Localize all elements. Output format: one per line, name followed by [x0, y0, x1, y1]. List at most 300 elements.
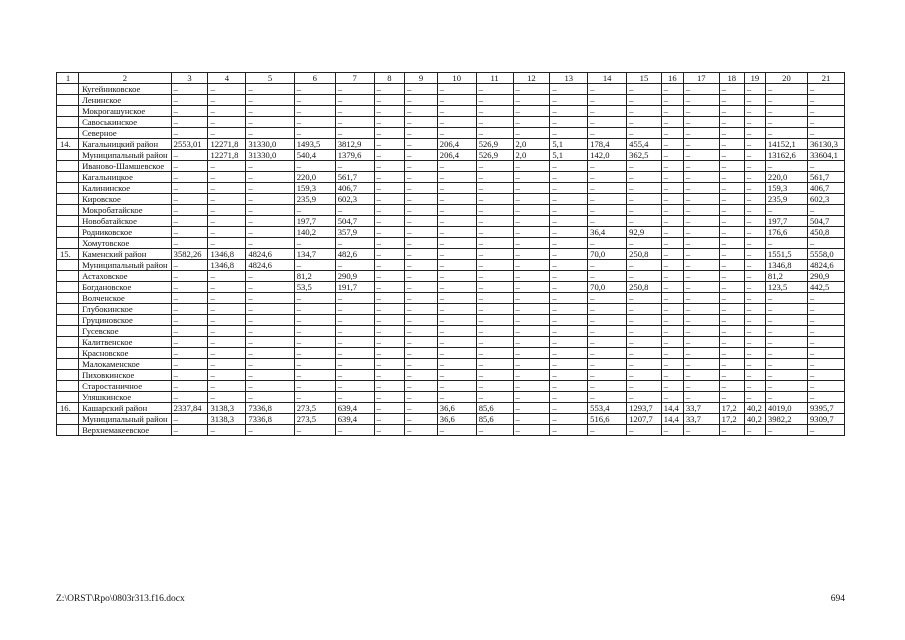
territory-name: Малокаменское: [79, 359, 172, 370]
value-cell: –: [744, 238, 765, 249]
value-cell: –: [171, 348, 208, 359]
territory-name: Груциновское: [79, 315, 172, 326]
value-cell: –: [550, 117, 588, 128]
value-cell: –: [335, 315, 374, 326]
value-cell: –: [513, 84, 550, 95]
value-cell: –: [476, 106, 513, 117]
value-cell: –: [476, 425, 513, 436]
value-cell: –: [246, 304, 294, 315]
column-number: 9: [405, 73, 438, 84]
value-cell: –: [171, 150, 208, 161]
row-number: [57, 326, 79, 337]
value-cell: –: [550, 194, 588, 205]
value-cell: –: [476, 315, 513, 326]
value-cell: –: [627, 194, 662, 205]
value-cell: –: [476, 282, 513, 293]
value-cell: –: [294, 348, 335, 359]
value-cell: –: [405, 326, 438, 337]
value-cell: 197,7: [765, 216, 807, 227]
value-cell: –: [683, 139, 719, 150]
value-cell: –: [765, 128, 807, 139]
value-cell: 33,7: [683, 414, 719, 425]
value-cell: 516,6: [588, 414, 627, 425]
value-cell: –: [683, 326, 719, 337]
value-cell: –: [208, 183, 246, 194]
value-cell: –: [513, 392, 550, 403]
value-cell: –: [437, 425, 476, 436]
territory-name: Кагальницкий район: [79, 139, 172, 150]
territory-name: Иваново-Шамшевское: [79, 161, 172, 172]
value-cell: –: [807, 117, 844, 128]
value-cell: 36,6: [437, 414, 476, 425]
value-cell: –: [405, 260, 438, 271]
value-cell: –: [476, 348, 513, 359]
territory-name: Верхнемакеевское: [79, 425, 172, 436]
value-cell: –: [683, 260, 719, 271]
value-cell: –: [661, 172, 683, 183]
table-row: [57, 106, 845, 117]
value-cell: –: [374, 227, 405, 238]
territory-name: Мокробатайское: [79, 205, 172, 216]
row-number: [57, 304, 79, 315]
table-row: [57, 117, 845, 128]
value-cell: –: [246, 84, 294, 95]
value-cell: –: [765, 381, 807, 392]
value-cell: –: [765, 370, 807, 381]
value-cell: –: [719, 117, 744, 128]
value-cell: –: [719, 381, 744, 392]
value-cell: –: [744, 194, 765, 205]
column-number: 13: [550, 73, 588, 84]
row-number: [57, 106, 79, 117]
value-cell: –: [476, 227, 513, 238]
value-cell: –: [719, 315, 744, 326]
value-cell: –: [374, 249, 405, 260]
value-cell: 455,4: [627, 139, 662, 150]
value-cell: –: [719, 205, 744, 216]
value-cell: –: [437, 194, 476, 205]
value-cell: –: [719, 260, 744, 271]
value-cell: 1293,7: [627, 403, 662, 414]
value-cell: –: [683, 282, 719, 293]
value-cell: –: [661, 161, 683, 172]
value-cell: 4019,0: [765, 403, 807, 414]
table-row: [57, 238, 845, 249]
value-cell: 81,2: [765, 271, 807, 282]
column-number: 4: [208, 73, 246, 84]
value-cell: 3582,26: [171, 249, 208, 260]
value-cell: –: [683, 150, 719, 161]
value-cell: 2553,01: [171, 139, 208, 150]
value-cell: –: [661, 117, 683, 128]
row-number: [57, 227, 79, 238]
value-cell: 36130,3: [807, 139, 844, 150]
value-cell: –: [550, 227, 588, 238]
row-number: [57, 425, 79, 436]
value-cell: –: [335, 304, 374, 315]
row-number: 14.: [57, 139, 79, 150]
value-cell: –: [374, 128, 405, 139]
row-number: [57, 260, 79, 271]
value-cell: –: [588, 238, 627, 249]
row-number: [57, 150, 79, 161]
value-cell: –: [744, 293, 765, 304]
value-cell: –: [246, 205, 294, 216]
value-cell: –: [246, 381, 294, 392]
value-cell: –: [627, 260, 662, 271]
value-cell: –: [807, 95, 844, 106]
value-cell: –: [294, 205, 335, 216]
value-cell: –: [550, 370, 588, 381]
value-cell: –: [335, 326, 374, 337]
value-cell: 31330,0: [246, 150, 294, 161]
value-cell: –: [627, 172, 662, 183]
value-cell: –: [513, 95, 550, 106]
value-cell: –: [208, 381, 246, 392]
value-cell: –: [208, 304, 246, 315]
value-cell: –: [765, 425, 807, 436]
value-cell: –: [335, 161, 374, 172]
value-cell: –: [208, 161, 246, 172]
value-cell: 53,5: [294, 282, 335, 293]
value-cell: –: [405, 139, 438, 150]
value-cell: –: [513, 359, 550, 370]
value-cell: –: [374, 238, 405, 249]
value-cell: –: [294, 260, 335, 271]
value-cell: –: [246, 359, 294, 370]
value-cell: 482,6: [335, 249, 374, 260]
territory-name: Глубокинское: [79, 304, 172, 315]
value-cell: –: [550, 84, 588, 95]
territory-name: Кашарский район: [79, 403, 172, 414]
territory-name: Новобатайское: [79, 216, 172, 227]
table-row: [57, 271, 845, 282]
value-cell: –: [437, 172, 476, 183]
value-cell: –: [744, 172, 765, 183]
value-cell: –: [171, 128, 208, 139]
value-cell: –: [374, 183, 405, 194]
value-cell: –: [627, 205, 662, 216]
value-cell: –: [476, 260, 513, 271]
value-cell: –: [719, 106, 744, 117]
table-row: [57, 227, 845, 238]
row-number: [57, 194, 79, 205]
value-cell: –: [765, 205, 807, 216]
value-cell: –: [335, 128, 374, 139]
value-cell: –: [208, 425, 246, 436]
value-cell: –: [627, 117, 662, 128]
value-cell: –: [744, 381, 765, 392]
value-cell: –: [437, 293, 476, 304]
value-cell: –: [661, 348, 683, 359]
value-cell: –: [719, 194, 744, 205]
value-cell: –: [208, 95, 246, 106]
row-number: [57, 337, 79, 348]
value-cell: –: [405, 128, 438, 139]
value-cell: –: [335, 425, 374, 436]
territory-name: Уляшкинское: [79, 392, 172, 403]
table-row: [57, 95, 845, 106]
value-cell: –: [588, 128, 627, 139]
value-cell: –: [661, 381, 683, 392]
value-cell: –: [661, 238, 683, 249]
value-cell: –: [208, 282, 246, 293]
value-cell: –: [437, 227, 476, 238]
value-cell: –: [550, 205, 588, 216]
value-cell: –: [588, 161, 627, 172]
value-cell: –: [683, 183, 719, 194]
value-cell: –: [807, 392, 844, 403]
value-cell: –: [744, 348, 765, 359]
value-cell: –: [171, 260, 208, 271]
value-cell: 235,9: [294, 194, 335, 205]
value-cell: –: [335, 392, 374, 403]
row-number: [57, 392, 79, 403]
value-cell: –: [765, 117, 807, 128]
value-cell: –: [807, 128, 844, 139]
value-cell: –: [550, 161, 588, 172]
value-cell: –: [807, 315, 844, 326]
value-cell: –: [588, 315, 627, 326]
value-cell: –: [437, 161, 476, 172]
value-cell: –: [513, 216, 550, 227]
value-cell: –: [246, 271, 294, 282]
row-number: [57, 216, 79, 227]
value-cell: –: [807, 84, 844, 95]
value-cell: –: [550, 95, 588, 106]
value-cell: –: [208, 205, 246, 216]
value-cell: –: [683, 128, 719, 139]
value-cell: 235,9: [765, 194, 807, 205]
value-cell: –: [405, 216, 438, 227]
value-cell: –: [513, 381, 550, 392]
value-cell: –: [374, 370, 405, 381]
value-cell: –: [661, 216, 683, 227]
value-cell: –: [744, 95, 765, 106]
value-cell: –: [719, 249, 744, 260]
value-cell: –: [550, 304, 588, 315]
value-cell: –: [683, 293, 719, 304]
value-cell: –: [208, 271, 246, 282]
territory-name: Богдановское: [79, 282, 172, 293]
value-cell: –: [513, 205, 550, 216]
value-cell: –: [744, 315, 765, 326]
value-cell: –: [627, 425, 662, 436]
column-number: 7: [335, 73, 374, 84]
value-cell: –: [246, 194, 294, 205]
value-cell: 553,4: [588, 403, 627, 414]
value-cell: –: [374, 205, 405, 216]
value-cell: –: [437, 370, 476, 381]
value-cell: –: [661, 128, 683, 139]
value-cell: –: [294, 161, 335, 172]
value-cell: –: [588, 293, 627, 304]
value-cell: –: [683, 337, 719, 348]
value-cell: –: [437, 238, 476, 249]
table-row: [57, 370, 845, 381]
value-cell: –: [765, 84, 807, 95]
value-cell: 3812,9: [335, 139, 374, 150]
value-cell: –: [550, 106, 588, 117]
value-cell: 206,4: [437, 139, 476, 150]
value-cell: –: [335, 95, 374, 106]
value-cell: –: [374, 381, 405, 392]
table-row: [57, 337, 845, 348]
value-cell: 2,0: [513, 139, 550, 150]
value-cell: –: [807, 106, 844, 117]
value-cell: –: [588, 95, 627, 106]
value-cell: –: [405, 117, 438, 128]
value-cell: –: [294, 304, 335, 315]
value-cell: –: [807, 326, 844, 337]
value-cell: –: [588, 106, 627, 117]
value-cell: –: [294, 359, 335, 370]
value-cell: –: [171, 337, 208, 348]
value-cell: –: [627, 304, 662, 315]
value-cell: –: [744, 326, 765, 337]
value-cell: –: [294, 326, 335, 337]
value-cell: –: [744, 205, 765, 216]
column-number: 2: [79, 73, 172, 84]
value-cell: 178,4: [588, 139, 627, 150]
value-cell: –: [744, 139, 765, 150]
value-cell: –: [661, 205, 683, 216]
value-cell: –: [246, 326, 294, 337]
value-cell: –: [765, 337, 807, 348]
table-row: [57, 392, 845, 403]
value-cell: –: [513, 282, 550, 293]
value-cell: –: [437, 282, 476, 293]
value-cell: –: [171, 271, 208, 282]
value-cell: –: [437, 95, 476, 106]
value-cell: 357,9: [335, 227, 374, 238]
value-cell: –: [765, 238, 807, 249]
value-cell: 5558,0: [807, 249, 844, 260]
value-cell: –: [374, 293, 405, 304]
value-cell: –: [294, 381, 335, 392]
value-cell: –: [627, 161, 662, 172]
value-cell: –: [476, 381, 513, 392]
value-cell: 561,7: [807, 172, 844, 183]
value-cell: –: [588, 304, 627, 315]
value-cell: –: [807, 238, 844, 249]
value-cell: –: [374, 271, 405, 282]
value-cell: –: [405, 392, 438, 403]
value-cell: 14,4: [661, 403, 683, 414]
value-cell: –: [405, 293, 438, 304]
value-cell: –: [171, 194, 208, 205]
value-cell: 450,8: [807, 227, 844, 238]
value-cell: 4824,6: [246, 260, 294, 271]
value-cell: 1346,8: [765, 260, 807, 271]
value-cell: –: [437, 183, 476, 194]
table-row: [57, 326, 845, 337]
value-cell: –: [335, 381, 374, 392]
value-cell: –: [765, 95, 807, 106]
value-cell: –: [719, 183, 744, 194]
value-cell: 36,4: [588, 227, 627, 238]
value-cell: –: [719, 95, 744, 106]
value-cell: –: [294, 117, 335, 128]
territory-name: Калининское: [79, 183, 172, 194]
value-cell: –: [246, 161, 294, 172]
row-number: [57, 238, 79, 249]
value-cell: –: [246, 117, 294, 128]
value-cell: –: [627, 348, 662, 359]
value-cell: 1493,5: [294, 139, 335, 150]
row-number: 16.: [57, 403, 79, 414]
table-row: [57, 249, 845, 260]
value-cell: –: [550, 381, 588, 392]
row-number: [57, 128, 79, 139]
value-cell: 9395,7: [807, 403, 844, 414]
value-cell: –: [513, 161, 550, 172]
value-cell: 504,7: [807, 216, 844, 227]
value-cell: –: [374, 194, 405, 205]
value-cell: –: [627, 128, 662, 139]
value-cell: –: [208, 172, 246, 183]
value-cell: –: [807, 304, 844, 315]
value-cell: –: [335, 359, 374, 370]
value-cell: –: [208, 194, 246, 205]
value-cell: 40,2: [744, 414, 765, 425]
value-cell: –: [550, 271, 588, 282]
value-cell: 1379,6: [335, 150, 374, 161]
value-cell: –: [550, 293, 588, 304]
value-cell: –: [437, 216, 476, 227]
value-cell: –: [171, 106, 208, 117]
value-cell: –: [550, 425, 588, 436]
value-cell: –: [550, 249, 588, 260]
value-cell: –: [246, 95, 294, 106]
value-cell: –: [744, 249, 765, 260]
value-cell: –: [744, 84, 765, 95]
value-cell: 36,6: [437, 403, 476, 414]
value-cell: –: [437, 128, 476, 139]
value-cell: –: [294, 392, 335, 403]
column-number: 19: [744, 73, 765, 84]
column-number: 11: [476, 73, 513, 84]
value-cell: –: [744, 282, 765, 293]
value-cell: –: [719, 282, 744, 293]
value-cell: –: [476, 326, 513, 337]
value-cell: 290,9: [335, 271, 374, 282]
value-cell: –: [807, 348, 844, 359]
value-cell: –: [171, 95, 208, 106]
value-cell: –: [171, 161, 208, 172]
value-cell: –: [437, 106, 476, 117]
value-cell: –: [405, 106, 438, 117]
value-cell: –: [246, 425, 294, 436]
value-cell: –: [661, 282, 683, 293]
value-cell: –: [661, 337, 683, 348]
value-cell: –: [683, 95, 719, 106]
value-cell: –: [476, 337, 513, 348]
value-cell: –: [476, 161, 513, 172]
row-number: [57, 84, 79, 95]
value-cell: –: [683, 84, 719, 95]
value-cell: –: [588, 117, 627, 128]
value-cell: 159,3: [294, 183, 335, 194]
value-cell: –: [513, 183, 550, 194]
territory-name: Каменский район: [79, 249, 172, 260]
value-cell: 17,2: [719, 403, 744, 414]
territory-name: Волченское: [79, 293, 172, 304]
value-cell: –: [208, 337, 246, 348]
value-cell: –: [627, 359, 662, 370]
value-cell: –: [171, 326, 208, 337]
value-cell: –: [208, 216, 246, 227]
